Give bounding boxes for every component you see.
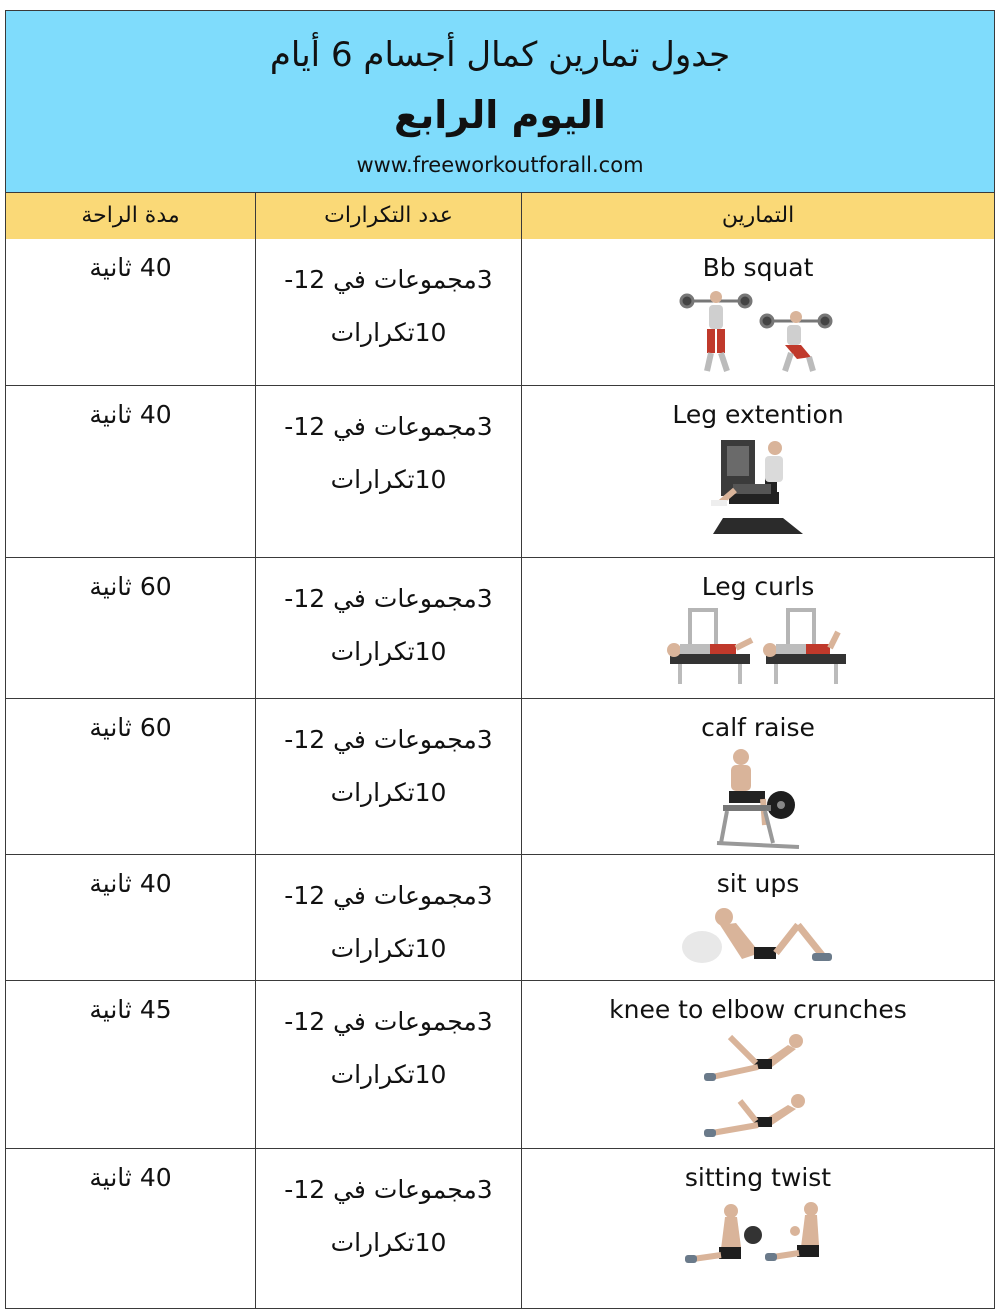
workout-table — [6, 193, 994, 1308]
exercise-cell — [522, 385, 995, 557]
rest-cell: 60 ثانية — [6, 698, 256, 854]
reps-cell — [256, 698, 522, 854]
exercise-name: Leg curls — [701, 571, 815, 601]
title-banner — [6, 11, 994, 193]
reps-line-sets: 3مجموعات في 12- — [284, 1006, 493, 1036]
table-row — [6, 980, 994, 1148]
reps-cell — [256, 385, 522, 557]
rest-cell: 40 ثانية — [6, 1148, 256, 1308]
table-row — [6, 239, 994, 385]
exercise-name: knee to elbow crunches — [609, 994, 907, 1024]
sit-up-figure-icon — [680, 903, 836, 971]
reps-line-sets: 3مجموعات في 12- — [284, 1174, 493, 1204]
workout-sheet — [5, 10, 995, 1309]
reps-line-count: 10تكرارات — [330, 1227, 447, 1257]
rest-cell: 40 ثانية — [6, 854, 256, 980]
exercise-cell — [522, 557, 995, 698]
reps-line-count: 10تكرارات — [330, 464, 447, 494]
reps-line-count: 10تكرارات — [330, 1059, 447, 1089]
reps-line-count: 10تكرارات — [330, 318, 447, 347]
column-header-rest: مدة الراحة — [6, 193, 256, 239]
reps-line-sets: 3مجموعات في 12- — [284, 724, 493, 754]
table-row — [6, 1148, 994, 1308]
table-row — [6, 698, 994, 854]
exercise-cell — [522, 1148, 995, 1308]
squat-figure-icon — [673, 287, 843, 375]
website-link[interactable]: www.freeworkoutforall.com — [356, 153, 644, 177]
reps-cell — [256, 557, 522, 698]
exercise-cell — [522, 980, 995, 1148]
exercise-cell — [522, 239, 995, 385]
rest-cell: 40 ثانية — [6, 385, 256, 557]
reps-line-sets: 3مجموعات في 12- — [284, 583, 493, 613]
exercise-name: sitting twist — [684, 1162, 832, 1192]
leg-curl-machine-icon — [660, 606, 856, 688]
reps-line-count: 10تكرارات — [330, 636, 447, 666]
seated-calf-raise-icon — [715, 747, 801, 851]
reps-line-count: 10تكرارات — [330, 933, 447, 963]
rest-cell: 60 ثانية — [6, 557, 256, 698]
sitting-twist-figure-icon — [683, 1197, 833, 1273]
exercise-name: sit ups — [716, 868, 800, 898]
exercise-name: Leg extention — [672, 399, 844, 429]
table-row — [6, 557, 994, 698]
table-row — [6, 385, 994, 557]
reps-cell — [256, 239, 522, 385]
crunch-figure-icon — [700, 1029, 816, 1141]
leg-extension-machine-icon — [703, 434, 813, 546]
reps-line-sets: 3مجموعات في 12- — [284, 880, 493, 910]
exercise-cell — [522, 698, 995, 854]
table-header-row — [6, 193, 994, 239]
day-subtitle: اليوم الرابع — [394, 93, 606, 137]
rest-cell: 40 ثانية — [6, 239, 256, 385]
exercise-name: calf raise — [701, 712, 815, 742]
exercise-name: Bb squat — [702, 253, 814, 282]
reps-line-sets: 3مجموعات في 12- — [284, 265, 493, 294]
rest-cell: 45 ثانية — [6, 980, 256, 1148]
page-title: جدول تمارين كمال أجسام 6 أيام — [269, 35, 731, 75]
reps-line-count: 10تكرارات — [330, 777, 447, 807]
reps-cell — [256, 854, 522, 980]
reps-line-sets: 3مجموعات في 12- — [284, 411, 493, 441]
reps-cell — [256, 1148, 522, 1308]
column-header-reps: عدد التكرارات — [256, 193, 522, 239]
reps-cell — [256, 980, 522, 1148]
exercise-cell — [522, 854, 995, 980]
column-header-exercises: التمارين — [522, 193, 995, 239]
table-row — [6, 854, 994, 980]
